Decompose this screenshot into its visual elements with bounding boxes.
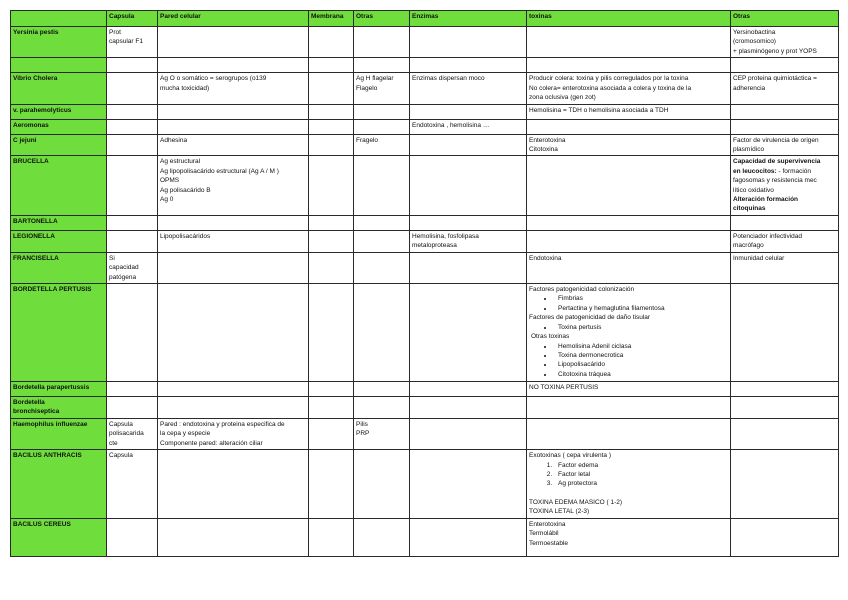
list-item: • Lipopolisacárido xyxy=(554,360,728,369)
cell xyxy=(309,104,354,119)
cell xyxy=(410,58,527,73)
numbered-list xyxy=(529,461,728,489)
table-row xyxy=(11,27,839,58)
row-label: BACILUS ANTHRACIS xyxy=(11,450,107,519)
cell xyxy=(309,73,354,104)
cell xyxy=(309,215,354,230)
cell xyxy=(354,397,410,419)
list-heading: Factores patogenicidad colonización xyxy=(529,286,635,294)
cell xyxy=(107,58,158,73)
cell xyxy=(527,397,731,419)
cell-otras: Inmunidad celular xyxy=(731,252,839,283)
cell xyxy=(158,397,309,419)
list-item: • Hemolisina Adenil ciclasa xyxy=(554,342,728,351)
list-item: • Toxina pertusis xyxy=(554,323,728,332)
table-row xyxy=(11,156,839,216)
row-label: Bordetella bronchiseptica xyxy=(11,397,107,419)
list-item: 3. Ag protectora xyxy=(554,479,728,488)
cell xyxy=(309,119,354,134)
row-label: BACILUS CEREUS xyxy=(11,518,107,556)
table-row xyxy=(11,119,839,134)
cell xyxy=(354,284,410,382)
cell-pared: Lipopolisacáridos xyxy=(158,230,309,252)
cell-enzimas: Enzimas dispersan moco xyxy=(410,73,527,104)
cell xyxy=(410,27,527,58)
table-row xyxy=(11,382,839,397)
cell-toxinas: Enterotoxina Termolábil Termoestable xyxy=(527,518,731,556)
cell xyxy=(309,230,354,252)
cell-capsula: Prot capsular F1 xyxy=(107,27,158,58)
cell xyxy=(309,284,354,382)
row-label: Aeromonas xyxy=(11,119,107,134)
cell xyxy=(731,450,839,519)
table-row xyxy=(11,134,839,156)
cell xyxy=(354,252,410,283)
cell xyxy=(354,156,410,216)
cell xyxy=(309,156,354,216)
cell xyxy=(410,156,527,216)
cell xyxy=(309,450,354,519)
cell xyxy=(354,230,410,252)
cell xyxy=(107,119,158,134)
row-label: BRUCELLA xyxy=(11,156,107,216)
list-item: • Toxina dermonecrotica xyxy=(554,351,728,360)
cell xyxy=(527,27,731,58)
cell-toxinas: Endotoxina xyxy=(527,252,731,283)
cell-otras xyxy=(731,156,839,216)
bullet-list xyxy=(529,294,728,313)
cell-otras: Fragelo xyxy=(354,134,410,156)
cell xyxy=(309,58,354,73)
cell-enzimas: Endotoxina , hemolisina … xyxy=(410,119,527,134)
cell xyxy=(107,104,158,119)
header-cell: Pared celular xyxy=(158,11,309,27)
cell xyxy=(158,104,309,119)
cell xyxy=(158,518,309,556)
cell-enzimas: Hemolisina, fosfolipasa metaloproteasa xyxy=(410,230,527,252)
cell xyxy=(158,252,309,283)
cell xyxy=(410,397,527,419)
cell-otras: Ag H flagelar Flagelo xyxy=(354,73,410,104)
table-row xyxy=(11,418,839,449)
cell-capsula: Si capacidad patógena xyxy=(107,252,158,283)
cell xyxy=(731,518,839,556)
bullet-list xyxy=(529,342,728,380)
header-cell: Enzimas xyxy=(410,11,527,27)
cell xyxy=(354,382,410,397)
text-line: TOXINA LETAL (2-3) xyxy=(529,508,590,516)
cell xyxy=(410,518,527,556)
row-label: Bordetella parapertussis xyxy=(11,382,107,397)
table-row xyxy=(11,397,839,419)
cell xyxy=(731,382,839,397)
cell xyxy=(158,119,309,134)
header-row xyxy=(11,11,839,27)
cell xyxy=(107,230,158,252)
list-heading: Otras toxinas xyxy=(531,333,570,341)
text-bold: Alteración formación citoquinas xyxy=(733,196,799,213)
cell-pared: Ag estructural Ag lipopolisacárido estructural (Ag A / M ) OPMS Ag polisacárido B Ag 0 xyxy=(158,156,309,216)
cell-otras: Potenciador infectividad macrófago xyxy=(731,230,839,252)
cell xyxy=(158,284,309,382)
cell xyxy=(354,58,410,73)
cell-otras: Factor de virulencia de origen plasmídico xyxy=(731,134,839,156)
list-item: 1. Factor edema xyxy=(554,461,728,470)
cell xyxy=(107,156,158,216)
cell xyxy=(107,73,158,104)
cell xyxy=(354,518,410,556)
header-cell: Otras xyxy=(731,11,839,27)
cell xyxy=(731,418,839,449)
cell xyxy=(309,397,354,419)
cell xyxy=(527,215,731,230)
cell xyxy=(107,215,158,230)
cell-otras: Pilis PRP xyxy=(354,418,410,449)
cell xyxy=(354,215,410,230)
cell-toxinas xyxy=(527,284,731,382)
bacteria-virulence-table xyxy=(10,10,839,557)
cell-pared: Pared : endotoxina y proteina especifica de la cepa y especie Componente pared: alteración ciliar xyxy=(158,418,309,449)
row-label: BARTONELLA xyxy=(11,215,107,230)
cell xyxy=(309,518,354,556)
list-item: • Fimbrias xyxy=(554,294,728,303)
cell-otras: Yersinobactina (cromosomico) + plasminógeno y prot YOPS xyxy=(731,27,839,58)
row-label xyxy=(11,58,107,73)
cell xyxy=(527,156,731,216)
table-row xyxy=(11,230,839,252)
cell-capsula: Capsula polisacarida cte xyxy=(107,418,158,449)
row-label: Vibrio Cholera xyxy=(11,73,107,104)
cell xyxy=(354,104,410,119)
cell xyxy=(410,450,527,519)
cell xyxy=(410,284,527,382)
text-bold: Capacidad de supervivencia en leucocitos: xyxy=(733,158,821,175)
cell xyxy=(309,418,354,449)
cell xyxy=(410,252,527,283)
header-cell: Membrana xyxy=(309,11,354,27)
cell xyxy=(410,418,527,449)
row-label: v. parahemolyticus xyxy=(11,104,107,119)
list-heading: Factores de patogenicidad de daño tisular xyxy=(529,314,651,322)
bullet-list xyxy=(529,323,728,332)
row-label: Haemophilus influenzae xyxy=(11,418,107,449)
cell xyxy=(410,382,527,397)
cell-otras: CEP proteina quimiotáctica = adherencia xyxy=(731,73,839,104)
cell-pared: Ag O o somático = serogrupos (o139 mucha toxicidad) xyxy=(158,73,309,104)
header-cell xyxy=(11,11,107,27)
cell xyxy=(107,382,158,397)
cell xyxy=(354,450,410,519)
cell xyxy=(731,215,839,230)
table-row xyxy=(11,104,839,119)
cell xyxy=(158,382,309,397)
table-row xyxy=(11,73,839,104)
cell xyxy=(107,518,158,556)
cell-toxinas: Hemolisina = TDH o hemolisina asociada a TDH xyxy=(527,104,731,119)
cell xyxy=(354,27,410,58)
cell xyxy=(309,382,354,397)
cell xyxy=(731,58,839,73)
list-item: 2. Factor letal xyxy=(554,470,728,479)
table-row xyxy=(11,284,839,382)
cell xyxy=(354,119,410,134)
cell-pared: Adhesina xyxy=(158,134,309,156)
header-cell: Otras xyxy=(354,11,410,27)
list-heading: Exotoxinas ( cepa virulenta ) xyxy=(529,452,612,460)
cell-toxinas xyxy=(527,450,731,519)
row-label: FRANCISELLA xyxy=(11,252,107,283)
cell xyxy=(731,397,839,419)
cell xyxy=(731,104,839,119)
cell-toxinas: NO TOXINA PERTUSIS xyxy=(527,382,731,397)
cell xyxy=(309,252,354,283)
row-label: C jejuni xyxy=(11,134,107,156)
cell xyxy=(107,134,158,156)
cell xyxy=(731,284,839,382)
cell xyxy=(731,119,839,134)
cell xyxy=(527,58,731,73)
cell xyxy=(107,284,158,382)
cell xyxy=(527,230,731,252)
row-label: BORDETELLA PERTUSIS xyxy=(11,284,107,382)
cell xyxy=(158,27,309,58)
cell-capsula: Capsula xyxy=(107,450,158,519)
row-label: Yersinia pestis xyxy=(11,27,107,58)
list-item: • Pertactina y hemaglutina filamentosa xyxy=(554,304,728,313)
cell xyxy=(527,119,731,134)
text-line: TOXINA EDEMA MASICO ( 1-2) xyxy=(529,498,623,506)
cell xyxy=(309,134,354,156)
cell xyxy=(107,397,158,419)
cell xyxy=(527,418,731,449)
table-row xyxy=(11,215,839,230)
cell xyxy=(410,104,527,119)
text: - formación fagosomas y resistencia mec lítico oxidativo xyxy=(733,167,817,194)
header-cell: toxinas xyxy=(527,11,731,27)
table-row-empty xyxy=(11,58,839,73)
cell xyxy=(158,58,309,73)
cell-toxinas: Enterotoxina Citotoxina xyxy=(527,134,731,156)
header-cell: Capsula xyxy=(107,11,158,27)
cell xyxy=(158,450,309,519)
table-row xyxy=(11,450,839,519)
cell xyxy=(158,215,309,230)
cell-toxinas: Producir colera: toxina y pilis corregulados por la toxina No colera= enterotoxina asociada a colera y toxina de la zona oclusiva (gen zot) xyxy=(527,73,731,104)
list-item: • Citotoxina tráquea xyxy=(554,370,728,379)
row-label: LEGIONELLA xyxy=(11,230,107,252)
cell xyxy=(410,215,527,230)
cell xyxy=(410,134,527,156)
table-row xyxy=(11,518,839,556)
cell xyxy=(309,27,354,58)
table-row xyxy=(11,252,839,283)
